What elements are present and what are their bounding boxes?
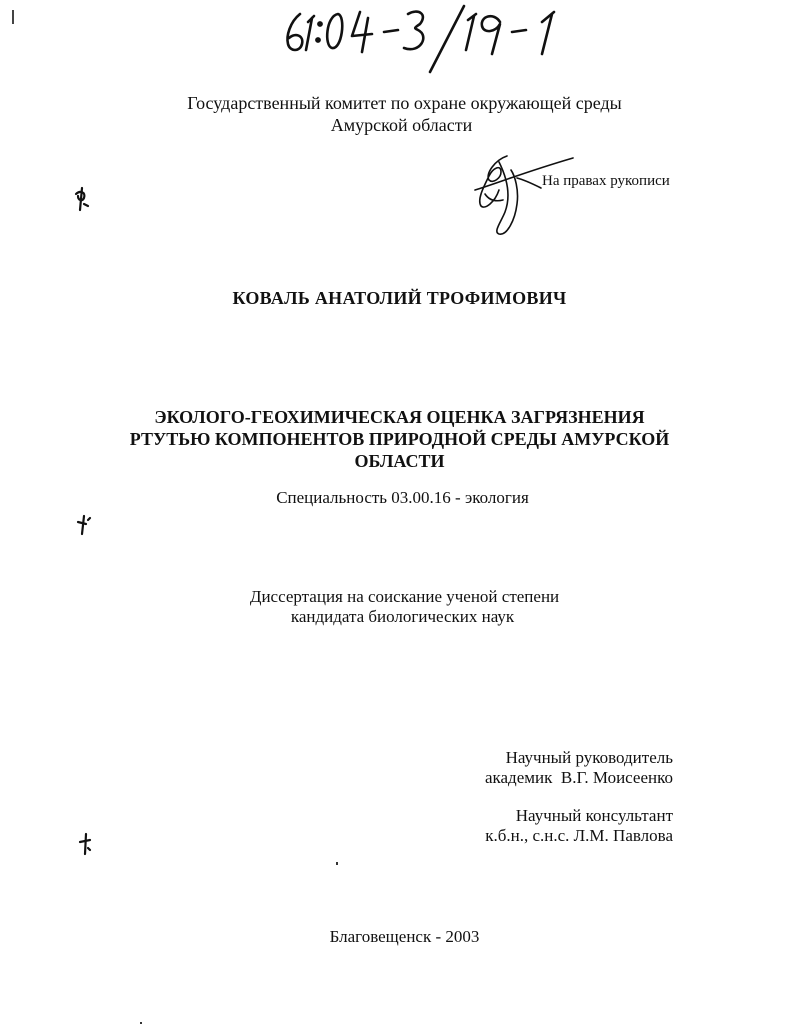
author-name: КОВАЛЬ АНАТОЛИЙ ТРОФИМОВИЧ <box>232 288 567 308</box>
city-year-text: Благовещенск - 2003 <box>329 927 480 946</box>
margin-mark-2 <box>74 512 94 540</box>
title-line-2: РТУТЬЮ КОМПОНЕНТОВ ПРИРОДНОЙ СРЕДЫ АМУРСКОЙ <box>129 429 670 449</box>
scan-speck <box>336 862 338 865</box>
dissertation-title <box>0 406 799 472</box>
margin-mark-1 <box>72 186 92 214</box>
consultant-block <box>485 806 673 846</box>
manuscript-note: На правах рукописи <box>542 173 670 189</box>
title-line-3: ОБЛАСТИ <box>354 451 445 471</box>
scan-speck <box>140 1022 142 1024</box>
title-line-1: ЭКОЛОГО-ГЕОХИМИЧЕСКАЯ ОЦЕНКА ЗАГРЯЗНЕНИЯ <box>154 407 645 427</box>
handwritten-archive-number <box>280 0 620 80</box>
margin-mark-3 <box>76 830 96 858</box>
scan-speck <box>12 10 14 24</box>
organization-line-2: Амурской области <box>330 115 473 135</box>
consultant-role: Научный консультант <box>515 806 673 825</box>
organization-header <box>0 92 799 136</box>
supervisor-name: академик В.Г. Моисеенко <box>484 768 673 787</box>
specialty-text: Специальность 03.00.16 - экология <box>276 488 529 507</box>
signature <box>455 150 580 240</box>
supervisor-block <box>485 748 673 788</box>
city-year <box>0 927 799 947</box>
organization-line-1: Государственный комитет по охране окружающей среды <box>187 93 622 113</box>
degree-line-2: кандидата биологических наук <box>290 607 515 626</box>
degree-statement <box>0 587 799 627</box>
consultant-name: к.б.н., с.н.с. Л.М. Павлова <box>485 826 673 845</box>
specialty-line <box>0 488 799 508</box>
supervisor-role: Научный руководитель <box>505 748 673 767</box>
degree-line-1: Диссертация на соискание ученой степени <box>249 587 560 606</box>
